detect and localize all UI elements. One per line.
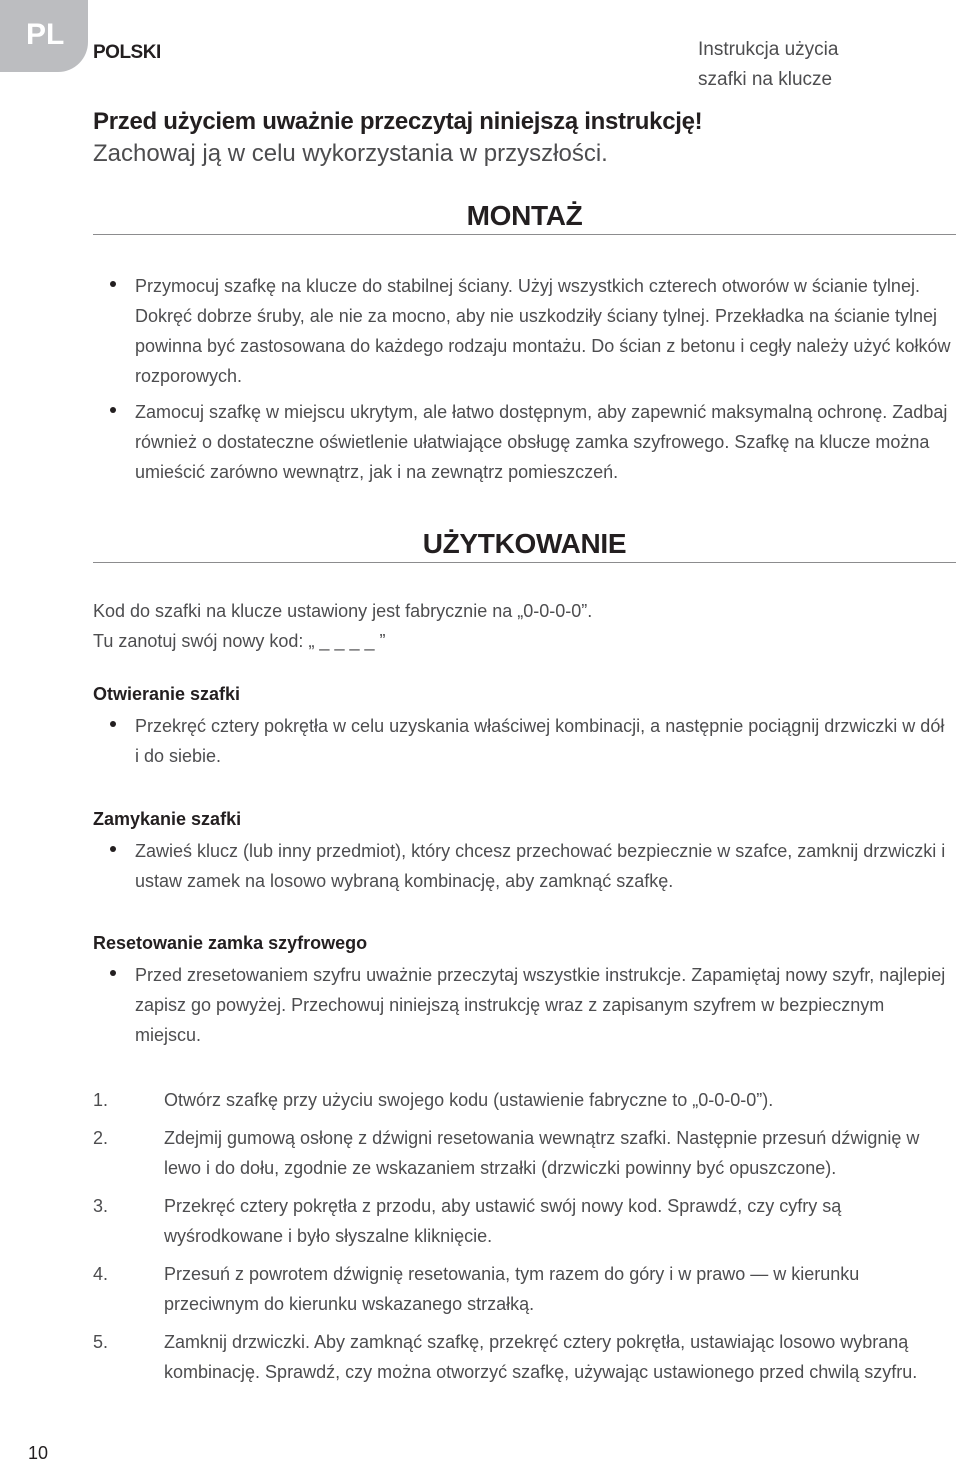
bullet-icon xyxy=(110,281,116,287)
document-title-line-1: Instrukcja użycia xyxy=(698,39,839,60)
document-title xyxy=(698,35,838,95)
list-item xyxy=(93,711,953,771)
document-title-line-2: szafki na klucze xyxy=(698,69,833,90)
new-code-note: Tu zanotuj swój nowy kod: „ _ _ _ _ ” xyxy=(93,631,386,651)
montaz-list xyxy=(93,271,953,487)
step-number: 1. xyxy=(93,1090,109,1110)
intro-warning: Przed użyciem uważnie przeczytaj niniejszą instrukcję! xyxy=(93,108,703,135)
bullet-icon xyxy=(110,846,116,852)
step-text: Otwórz szafkę przy użyciu swojego kodu (ustawienie fabryczne to „0-0-0-0”). xyxy=(164,1090,774,1110)
list-item-text: Przekręć cztery pokrętła w celu uzyskania właściwej kombinacji, a następnie pociągnij drzwiczki w dół i do siebie. xyxy=(135,716,945,766)
step-text: Przesuń z powrotem dźwignię resetowania, tym razem do góry i w prawo — w kierunku przeciwnym do kierunku wskazanego strzałką. xyxy=(164,1264,860,1314)
list-item-text: Przymocuj szafkę na klucze do stabilnej ściany. Użyj wszystkich czterech otworów w ścianie tylnej. Dokręć dobrze śruby, ale nie za mocno, aby nie uszkodziły ściany tylnej. Przekładka na ścianie tylnej powinna być zastosowana do każdego rodzaju montażu. Do ścian z betonu i cegły należy użyć kołków rozporowych. xyxy=(135,276,951,386)
subheading-zamykanie: Zamykanie szafki xyxy=(93,809,242,829)
step-text: Zamknij drzwiczki. Aby zamknąć szafkę, przekręć cztery pokrętła, ustawiając losowo wybraną kombinację. Sprawdź, czy można otworzyć szafkę, używając ustawionego przed chwilą szyfru. xyxy=(164,1332,918,1382)
list-item-text: Przed zresetowaniem szyfru uważnie przeczytaj wszystkie instrukcje. Zapamiętaj nowy szyfr, najlepiej zapisz go powyżej. Przechowuj niniejszą instrukcję wraz z zapisanym szyfrem w bezpiecznym miejscu. xyxy=(135,965,946,1045)
list-item xyxy=(93,397,953,487)
list-item-text: Zamocuj szafkę w miejscu ukrytym, ale łatwo dostępnym, aby zapewnić maksymalną ochronę. Zadbaj również o dostateczne oświetlenie ułatwiające obsługę zamka szyfrowego. Szafkę na klucze można umieścić zarówno wewnątrz, jak i na zewnątrz pomieszczeń. xyxy=(135,402,948,482)
step-text: Zdejmij gumową osłonę z dźwigni resetowania wewnątrz szafki. Następnie przesuń dźwignię w lewo i do dołu, zgodnie ze wskazaniem strzałki (drzwiczki powinny być opuszczone). xyxy=(164,1128,920,1178)
language-tab: PL xyxy=(0,0,88,72)
subheading-otwieranie: Otwieranie szafki xyxy=(93,684,241,704)
reset-steps xyxy=(93,1085,953,1387)
list-item xyxy=(93,271,953,391)
step-text: Przekręć cztery pokrętła z przodu, aby ustawić swój nowy kod. Sprawdź, czy cyfry są wyśrodkowane i było słyszalne kliknięcie. xyxy=(164,1196,842,1246)
factory-code-text: Kod do szafki na klucze ustawiony jest fabrycznie na „0-0-0-0”. xyxy=(93,601,593,621)
step-item xyxy=(93,1259,953,1319)
step-number: 2. xyxy=(93,1128,109,1148)
language-name: POLSKI xyxy=(93,42,161,63)
step-item xyxy=(93,1191,953,1251)
step-number: 5. xyxy=(93,1332,109,1352)
section-title-uzytkowanie: UŻYTKOWANIE xyxy=(93,528,956,563)
subheading-resetowanie: Resetowanie zamka szyfrowego xyxy=(93,933,368,953)
step-number: 3. xyxy=(93,1196,109,1216)
bullet-icon xyxy=(110,721,116,727)
page-number: 10 xyxy=(28,1443,49,1463)
step-item xyxy=(93,1123,953,1183)
list-item xyxy=(93,960,953,1050)
resetowanie-list xyxy=(93,960,953,1050)
intro-keep-note: Zachowaj ją w celu wykorzystania w przyszłości. xyxy=(93,140,608,167)
code-info xyxy=(93,596,953,656)
list-item xyxy=(93,836,953,896)
intro-notice xyxy=(93,106,702,170)
step-item xyxy=(93,1327,953,1387)
list-item-text: Zawieś klucz (lub inny przedmiot), który chcesz przechować bezpiecznie w szafce, zamknij drzwiczki i ustaw zamek na losowo wybraną kombinację, aby zamknąć szafkę. xyxy=(135,841,946,891)
step-number: 4. xyxy=(93,1264,109,1284)
bullet-icon xyxy=(110,970,116,976)
step-item xyxy=(93,1085,953,1115)
otwieranie-list xyxy=(93,711,953,771)
bullet-icon xyxy=(110,407,116,413)
section-title-montaz: MONTAŻ xyxy=(93,200,956,235)
zamykanie-list xyxy=(93,836,953,896)
